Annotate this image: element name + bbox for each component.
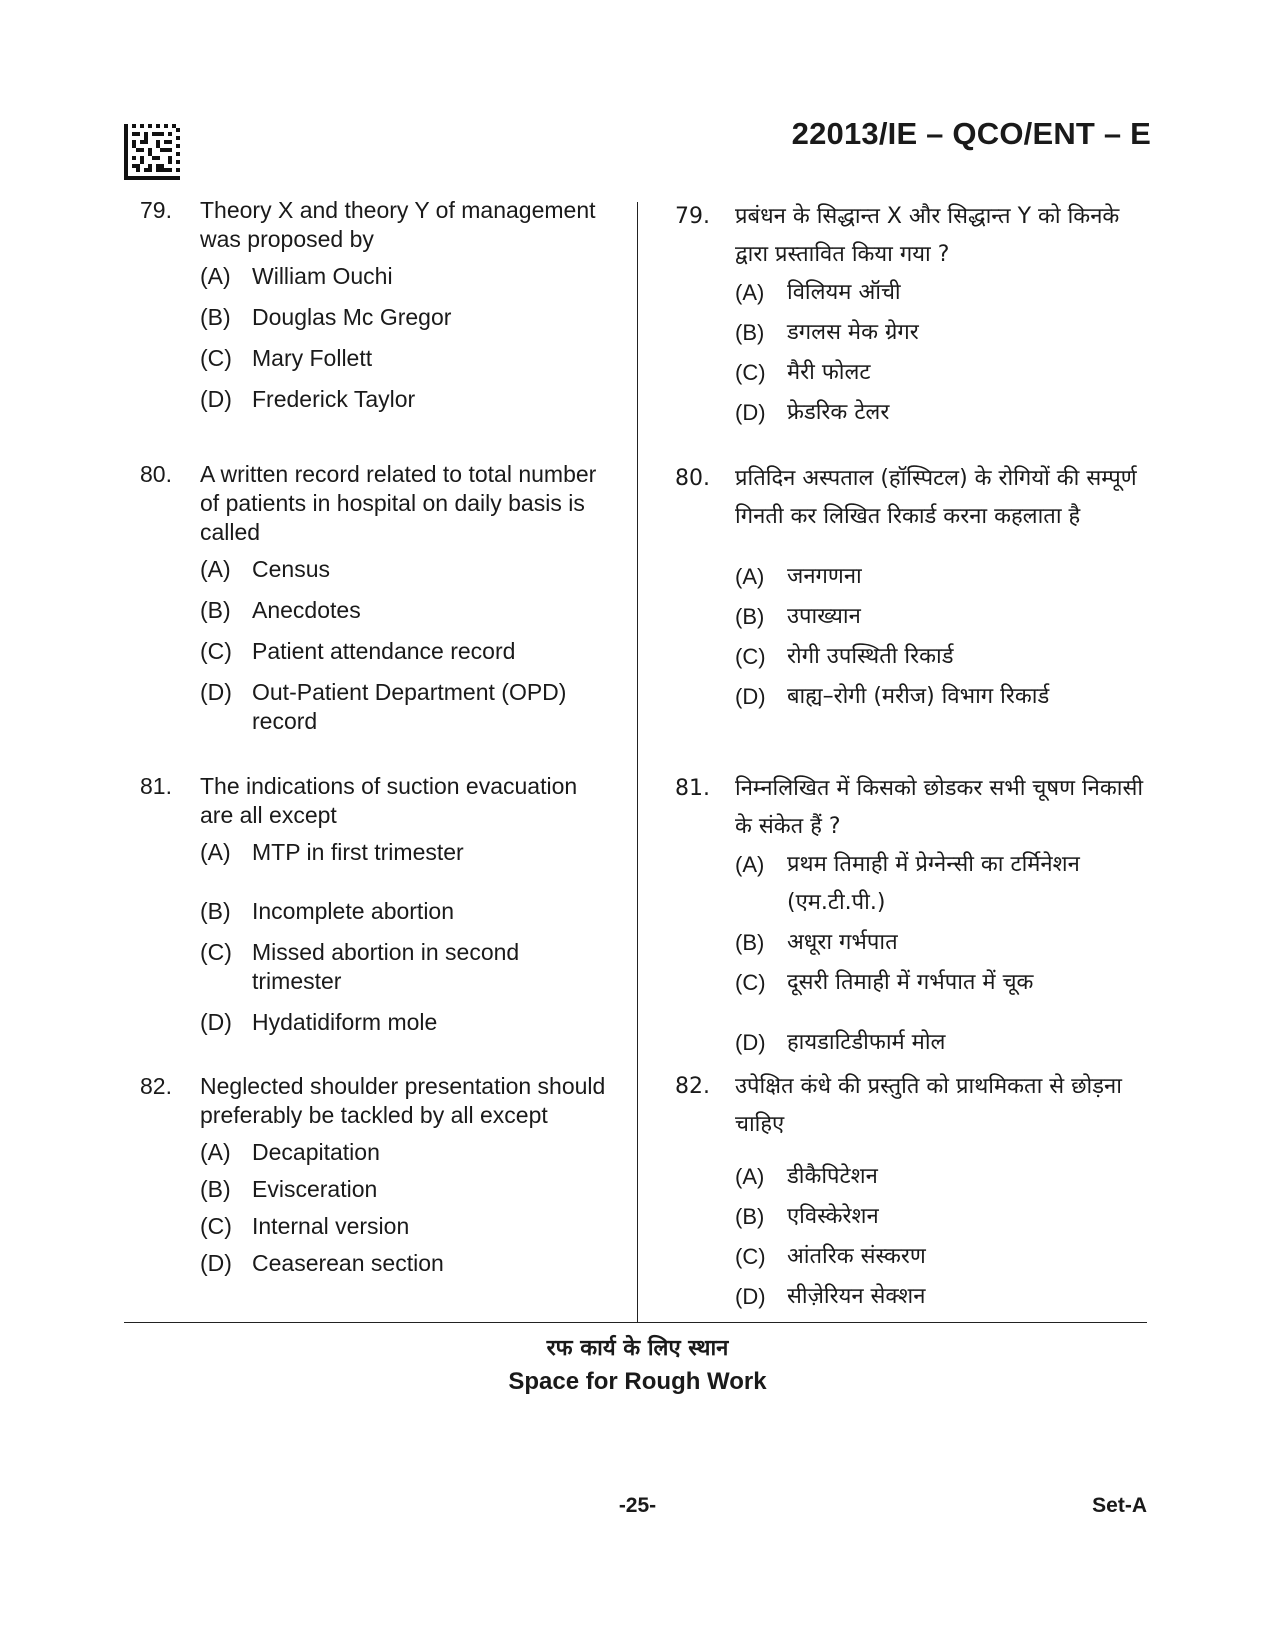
- option-text: प्रथम तिमाही में प्रेग्नेन्सी का टर्मिनेशन (एम.टी.पी.): [787, 852, 1080, 915]
- column-divider: [637, 202, 638, 1322]
- options-list: [200, 1138, 610, 1278]
- option-label: (C): [200, 638, 232, 664]
- option-label: (D): [735, 1284, 766, 1309]
- option-label: (B): [735, 930, 765, 955]
- option-text: Patient attendance record: [252, 638, 516, 664]
- option-d: [200, 385, 610, 414]
- paper-code: 22013/IE – QCO/ENT – E: [791, 116, 1151, 151]
- option-c: [200, 344, 610, 373]
- option-label: (D): [735, 684, 766, 709]
- option-label: (D): [200, 679, 232, 705]
- question-hi-80: [675, 460, 1147, 718]
- question-text: Theory X and theory Y of management was proposed by: [200, 197, 596, 252]
- question-text: Neglected shoulder presentation should preferably be tackled by all except: [200, 1073, 606, 1128]
- option-label: (A): [200, 839, 231, 865]
- option-b: [200, 897, 610, 926]
- option-label: (C): [200, 1213, 232, 1239]
- option-text: Missed abortion in second trimester: [252, 939, 520, 994]
- option-label: (B): [200, 304, 231, 330]
- option-b: [200, 1175, 610, 1204]
- option-d: [735, 394, 1147, 432]
- option-text: फ्रेडरिक टेलर: [787, 400, 890, 425]
- question-hi-79: [675, 198, 1147, 434]
- option-a: [200, 262, 610, 291]
- option-label: (D): [200, 1009, 232, 1035]
- question-number: 80.: [675, 466, 710, 491]
- page-number: -25-: [618, 1494, 657, 1517]
- option-text: Internal version: [252, 1213, 410, 1239]
- options-list: [735, 558, 1147, 716]
- option-c: [200, 938, 610, 996]
- option-text: Evisceration: [252, 1176, 378, 1202]
- option-b: [200, 303, 610, 332]
- option-a: [735, 1158, 1147, 1196]
- option-text: सीज़ेरियन सेक्शन: [787, 1284, 926, 1309]
- option-label: (D): [200, 386, 232, 412]
- question-number: 81.: [675, 776, 710, 801]
- option-label: (A): [735, 564, 765, 589]
- question-text: निम्नलिखित में किसको छोडकर सभी चूषण निकासी के संकेत हैं ?: [735, 776, 1144, 839]
- option-label: (B): [200, 597, 231, 623]
- options-list: [735, 846, 1147, 1062]
- question-number: 82.: [675, 1074, 710, 1099]
- option-c: [735, 1238, 1147, 1276]
- option-label: (C): [735, 644, 766, 669]
- option-label: (B): [200, 1176, 231, 1202]
- set-label: Set-A: [1092, 1494, 1147, 1517]
- option-label: (B): [735, 604, 765, 629]
- option-b: [735, 598, 1147, 636]
- question-number: 82.: [140, 1073, 172, 1099]
- option-label: (C): [735, 360, 766, 385]
- option-text: Out-Patient Department (OPD) record: [252, 679, 567, 734]
- question-text: A written record related to total number of patients in hospital on daily basis is called: [200, 461, 597, 545]
- question-hi-81: [675, 770, 1147, 1064]
- option-d: [735, 1024, 1147, 1062]
- option-a: [200, 838, 610, 867]
- question-number: 79.: [140, 197, 172, 223]
- options-list: [735, 274, 1147, 432]
- question-en-81: [140, 772, 610, 1049]
- option-text: बाह्य–रोगी (मरीज) विभाग रिकार्ड: [787, 684, 1050, 709]
- option-d: [200, 678, 610, 736]
- options-list: [200, 555, 610, 736]
- option-text: विलियम ऑची: [787, 280, 901, 305]
- question-text: प्रबंधन के सिद्धान्त X और सिद्धान्त Y को किनके द्वारा प्रस्तावित किया गया ?: [735, 204, 1120, 267]
- option-label: (A): [735, 852, 765, 877]
- option-text: Mary Follett: [252, 345, 373, 371]
- option-a: [735, 558, 1147, 596]
- option-label: (A): [735, 1164, 765, 1189]
- option-label: (C): [200, 939, 232, 965]
- option-text: Hydatidiform mole: [252, 1009, 438, 1035]
- option-a: [735, 274, 1147, 312]
- option-text: जनगणना: [787, 564, 862, 589]
- option-c: [735, 964, 1147, 1002]
- option-text: मैरी फोलट: [787, 360, 871, 385]
- option-label: (B): [735, 1204, 765, 1229]
- question-number: 80.: [140, 461, 172, 487]
- option-label: (C): [735, 970, 766, 995]
- option-text: William Ouchi: [252, 263, 393, 289]
- option-label: (B): [200, 898, 231, 924]
- rough-work-title: Space for Rough Work: [508, 1368, 767, 1395]
- option-d: [735, 1278, 1147, 1316]
- question-en-80: [140, 460, 610, 748]
- option-c: [735, 638, 1147, 676]
- option-text: उपाख्यान: [787, 604, 861, 629]
- option-text: Ceaserean section: [252, 1250, 444, 1276]
- option-a: [200, 1138, 610, 1167]
- option-text: एविस्केरेशन: [787, 1204, 879, 1229]
- option-label: (A): [200, 556, 231, 582]
- section-divider: [124, 1322, 1147, 1323]
- option-label: (C): [200, 345, 232, 371]
- option-text: Anecdotes: [252, 597, 361, 623]
- option-a: [200, 555, 610, 584]
- option-b: [735, 1198, 1147, 1236]
- option-text: Frederick Taylor: [252, 386, 416, 412]
- question-en-79: [140, 196, 610, 426]
- option-text: आंतरिक संस्करण: [787, 1244, 926, 1269]
- option-label: (A): [200, 1139, 231, 1165]
- option-c: [200, 637, 610, 666]
- option-a: [735, 846, 1147, 922]
- option-label: (A): [200, 263, 231, 289]
- option-text: दूसरी तिमाही में गर्भपात में चूक: [787, 970, 1034, 995]
- option-text: Decapitation: [252, 1139, 380, 1165]
- option-label: (C): [735, 1244, 766, 1269]
- option-label: (D): [200, 1250, 232, 1276]
- data-matrix-code: [124, 124, 180, 180]
- question-text: The indications of suction evacuation are all except: [200, 773, 578, 828]
- option-text: हायडाटिडीफार्म मोल: [787, 1030, 946, 1055]
- option-text: Census: [252, 556, 330, 582]
- option-label: (D): [735, 1030, 766, 1055]
- option-label: (A): [735, 280, 765, 305]
- option-text: Douglas Mc Gregor: [252, 304, 452, 330]
- question-en-82: [140, 1072, 610, 1286]
- option-c: [200, 1212, 610, 1241]
- option-d: [200, 1249, 610, 1278]
- question-hi-82: [675, 1068, 1147, 1318]
- option-b: [200, 596, 610, 625]
- option-b: [735, 314, 1147, 352]
- option-text: अधूरा गर्भपात: [787, 930, 898, 955]
- option-text: रोगी उपस्थिती रिकार्ड: [787, 644, 954, 669]
- option-d: [735, 678, 1147, 716]
- option-b: [735, 924, 1147, 962]
- question-text: प्रतिदिन अस्पताल (हॉस्पिटल) के रोगियों की सम्पूर्ण गिनती कर लिखित रिकार्ड करना कहलाता है: [735, 466, 1137, 529]
- question-text: उपेक्षित कंधे की प्रस्तुति को प्राथमिकता से छोड़ना चाहिए: [735, 1074, 1122, 1137]
- options-list: [735, 1158, 1147, 1316]
- options-list: [200, 838, 610, 1037]
- rough-work-title-hindi: रफ कार्य के लिए स्थान: [546, 1336, 729, 1361]
- option-text: Incomplete abortion: [252, 898, 455, 924]
- option-label: (B): [735, 320, 765, 345]
- option-text: डीकैपिटेशन: [787, 1164, 878, 1189]
- option-text: MTP in first trimester: [252, 839, 464, 865]
- option-label: (D): [735, 400, 766, 425]
- options-list: [200, 262, 610, 414]
- question-number: 79.: [675, 204, 710, 229]
- option-c: [735, 354, 1147, 392]
- option-d: [200, 1008, 610, 1037]
- question-number: 81.: [140, 773, 172, 799]
- option-text: डगलस मेक ग्रेगर: [787, 320, 919, 345]
